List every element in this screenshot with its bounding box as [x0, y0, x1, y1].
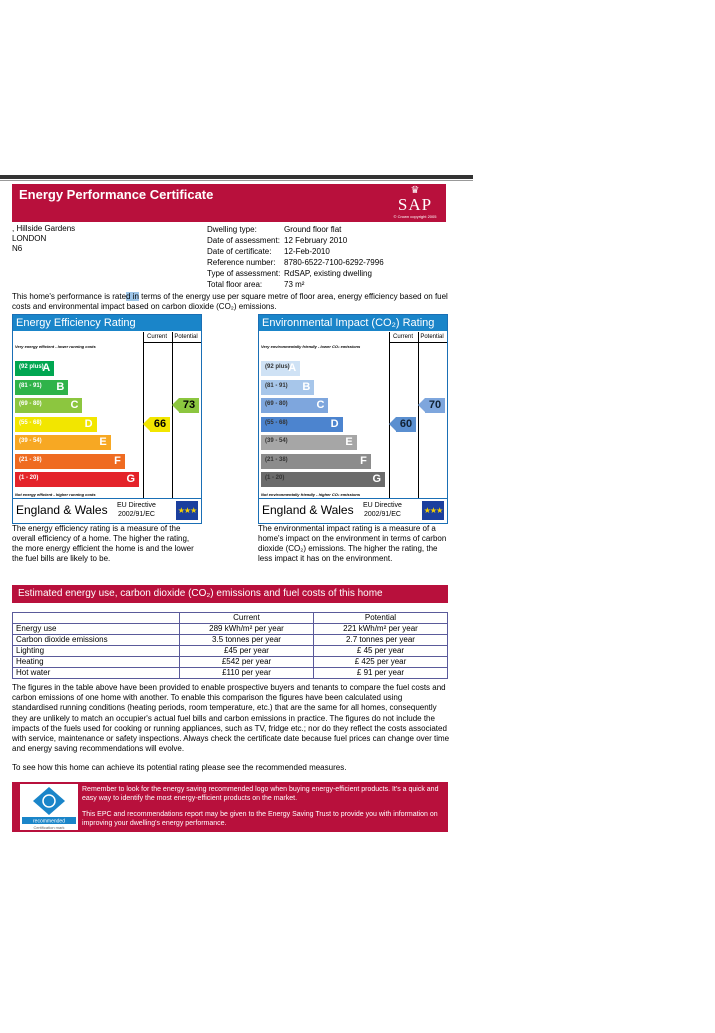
rating-band-e: [15, 435, 111, 450]
band-letter: A: [42, 362, 51, 374]
band-range: (55 - 68): [265, 419, 288, 426]
costs-table: [12, 612, 448, 679]
detail-value: RdSAP, existing dwelling: [284, 269, 372, 278]
energy-saving-reminder: Remember to look for the energy saving recommended logo when buying energy-efficient products. It's a quick and easy way to identify the most energy-efficient products on the market.: [82, 786, 439, 802]
detail-key: Date of certificate:: [207, 247, 272, 256]
intro-part: terms of the energy use per square metre of floor area, energy efficiency based on fuel costs and environmental impact based on carbon dioxide (CO₂) emissions.: [12, 292, 448, 311]
table-row: [13, 646, 448, 657]
table-header: [13, 613, 180, 624]
rating-footer: [259, 498, 447, 523]
table-cell: £110 per year: [180, 668, 314, 679]
detail-row: [207, 224, 384, 235]
detail-row: [207, 279, 384, 290]
current-rating-value: 66: [153, 417, 167, 430]
arrow-head: [418, 398, 425, 412]
detail-value: 12-Feb-2010: [284, 247, 330, 256]
band-letter: B: [56, 380, 65, 393]
detail-key: Total floor area:: [207, 280, 263, 289]
detail-value: 8780-6522-7100-6292-7996: [284, 258, 384, 267]
band-letter: D: [330, 417, 339, 430]
eu-directive-line: 2002/91/EC: [363, 511, 401, 518]
address-line: , Hillside Gardens: [12, 224, 76, 233]
current-column: [143, 332, 173, 498]
environment-rating-title: Environmental Impact (CO₂) Rating: [259, 315, 447, 331]
rating-band-d: [261, 417, 343, 432]
potential-header: Potential: [417, 332, 447, 343]
table-cell: 289 kWh/m² per year: [180, 624, 314, 635]
environmental-impact-rating: [258, 314, 448, 524]
intro-text: [12, 292, 452, 312]
region-label: England & Wales: [262, 503, 354, 517]
table-cell: £ 91 per year: [314, 668, 448, 679]
table-header: Current: [180, 613, 314, 624]
table-row: [13, 657, 448, 668]
table-header: Potential: [314, 613, 448, 624]
table-cell: Energy use: [13, 624, 180, 635]
table-cell: £542 per year: [180, 657, 314, 668]
rating-band-b: [15, 380, 68, 395]
sap-copyright: © Crown copyright 2005: [393, 214, 437, 219]
band-range: (81 - 91): [265, 382, 288, 389]
sap-logo-text: SAP: [397, 195, 433, 214]
rating-footer: [13, 498, 201, 523]
address-line: LONDON: [12, 234, 47, 243]
eu-directive: [363, 501, 402, 519]
band-range: (92 plus): [19, 364, 44, 370]
band-letter: A: [288, 362, 297, 374]
arrow-head: [143, 417, 150, 431]
energy-saving-trust-panel: [12, 782, 448, 832]
band-range: (39 - 54): [19, 438, 42, 444]
detail-row: [207, 268, 384, 279]
rating-band-f: [261, 454, 371, 469]
address-block: [12, 224, 75, 254]
detail-key: Reference number:: [207, 258, 276, 267]
energy-rating-title: Energy Efficiency Rating: [13, 315, 201, 331]
potential-header: Potential: [171, 332, 201, 343]
potential-rating-value: 73: [182, 399, 196, 411]
current-column: [389, 332, 419, 498]
intro-part: This home's performance is rate: [12, 292, 127, 301]
band-range: (92 plus): [265, 364, 290, 370]
detail-key: Type of assessment:: [207, 269, 281, 278]
rating-band-a: [15, 361, 54, 376]
detail-key: Date of assessment:: [207, 236, 280, 245]
band-range: (69 - 80): [19, 401, 42, 407]
table-row: [13, 635, 448, 646]
eu-directive-line: EU Directive: [363, 502, 402, 509]
potential-column: [171, 332, 201, 498]
eu-directive-line: 2002/91/EC: [117, 511, 155, 518]
region-label: England & Wales: [16, 503, 108, 517]
band-letter: C: [316, 399, 325, 411]
rating-band-d: [15, 417, 97, 432]
band-letter: B: [302, 380, 311, 393]
recommended-measures-note: To see how this home can achieve its potential rating please see the recommended measures.: [12, 763, 347, 772]
rating-band-b: [261, 380, 314, 395]
detail-value: 73 m²: [284, 280, 305, 289]
top-rule-thin: [0, 180, 473, 181]
band-letter: E: [99, 436, 107, 448]
potential-column: [417, 332, 447, 498]
rating-band-c: [15, 398, 82, 413]
table-cell: 221 kWh/m² per year: [314, 624, 448, 635]
table-cell: Heating: [13, 657, 180, 668]
rating-band-f: [15, 454, 125, 469]
table-cell: £ 45 per year: [314, 646, 448, 657]
certificate-banner: [12, 184, 446, 222]
rating-band-a: [261, 361, 300, 376]
detail-key: Dwelling type:: [207, 225, 257, 234]
costs-note: The figures in the table above have been provided to enable prospective buyers and tenants to compare the fuel costs and carbon emissions of one home with another. To enable this comparison the figures have been calculated using standardised running conditions (heating periods, room temperature, etc.) that are the same for all homes, consequently they are unlikely to match an occupier's actual fuel bills and carbon emissions in practice. The figures do not include the impacts of the fuels used for cooking or running appliances, such as TV, fridge etc.; nor do they reflect the costs associated with service, maintenance or safety inspections. Always check the certificate date because fuel prices can change over time and energy saving recommendations will evolve.: [12, 683, 450, 754]
eu-flag-icon: ★★★: [422, 501, 444, 520]
rating-bottom-text: Not energy efficient - higher running costs: [15, 492, 96, 497]
potential-rating-arrow: [179, 398, 199, 413]
band-range: (1 - 20): [265, 475, 285, 481]
rating-band-g: [261, 472, 385, 487]
band-letter: F: [114, 454, 121, 467]
band-range: (21 - 38): [265, 456, 288, 463]
eu-directive: [117, 501, 156, 519]
logo-word: recommended: [33, 818, 65, 825]
rating-band-g: [15, 472, 139, 487]
band-range: (39 - 54): [265, 438, 288, 444]
band-range: (1 - 20): [19, 475, 39, 481]
energy-saving-trust-note: This EPC and recommendations report may be given to the Energy Saving Trust to provide you with information on improving your dwelling's energy performance.: [82, 811, 438, 827]
rating-band-e: [261, 435, 357, 450]
detail-value: Ground floor flat: [284, 225, 342, 234]
top-rule: [0, 175, 473, 179]
band-range: (81 - 91): [19, 382, 42, 389]
table-cell: Lighting: [13, 646, 180, 657]
energy-rating-description: The energy efficiency rating is a measure of the overall efficiency of a home. The higher the rating, the more energy efficient the home is and the lower the fuel bills are likely to be.: [12, 524, 194, 563]
eu-flag-icon: ★★★: [176, 501, 198, 520]
table-cell: 3.5 tonnes per year: [180, 635, 314, 646]
current-rating-arrow: [150, 417, 170, 432]
table-cell: £45 per year: [180, 646, 314, 657]
logo-caption: Certification mark: [33, 825, 65, 830]
eu-directive-line: EU Directive: [117, 502, 156, 509]
band-range: (21 - 38): [19, 456, 42, 463]
current-rating-arrow: [396, 417, 416, 432]
band-range: (69 - 80): [265, 401, 288, 407]
current-header: Current: [143, 332, 171, 343]
costs-section-title: Estimated energy use, carbon dioxide (CO₂) emissions and fuel costs of this home: [12, 585, 448, 603]
band-letter: C: [70, 399, 79, 411]
potential-rating-value: 70: [428, 399, 442, 411]
current-rating-value: 60: [399, 417, 413, 430]
certificate-title: Energy Performance Certificate: [19, 187, 214, 202]
detail-row: [207, 257, 384, 268]
intro-highlight: d in: [126, 292, 139, 301]
band-letter: D: [84, 417, 93, 430]
detail-value: 12 February 2010: [284, 236, 348, 245]
sap-logo: [390, 186, 440, 220]
rating-top-text: Very energy efficient - lower running costs: [15, 344, 96, 349]
environment-rating-description: The environmental impact rating is a measure of a home's impact on the environment in terms of carbon dioxide (CO₂) emissions. The higher the rating, the less impact it has on the environment.: [258, 524, 447, 563]
table-cell: Hot water: [13, 668, 180, 679]
band-letter: F: [360, 454, 367, 467]
table-row: [13, 668, 448, 679]
crown-icon: ♛: [410, 185, 420, 196]
arrow-head: [172, 398, 179, 412]
table-cell: £ 425 per year: [314, 657, 448, 668]
band-letter: G: [372, 473, 381, 485]
table-row: [13, 624, 448, 635]
current-header: Current: [389, 332, 417, 343]
detail-row: [207, 235, 384, 246]
address-line: N6: [12, 244, 23, 253]
arrow-head: [389, 417, 396, 431]
rating-bottom-text: Not environmentally friendly - higher CO₂ emissions: [261, 492, 361, 497]
energy-saving-recommended-logo: [20, 784, 78, 830]
band-range: (55 - 68): [19, 419, 42, 426]
rating-band-c: [261, 398, 328, 413]
table-cell: 2.7 tonnes per year: [314, 635, 448, 646]
energy-efficiency-rating: [12, 314, 202, 524]
band-letter: E: [345, 436, 353, 448]
table-cell: Carbon dioxide emissions: [13, 635, 180, 646]
band-letter: G: [126, 473, 135, 485]
table-header-row: [13, 613, 448, 624]
rating-top-text: Very environmentally friendly - lower CO₂ emissions: [261, 344, 361, 349]
detail-row: [207, 246, 384, 257]
dwelling-details: [207, 224, 384, 290]
potential-rating-arrow: [425, 398, 445, 413]
